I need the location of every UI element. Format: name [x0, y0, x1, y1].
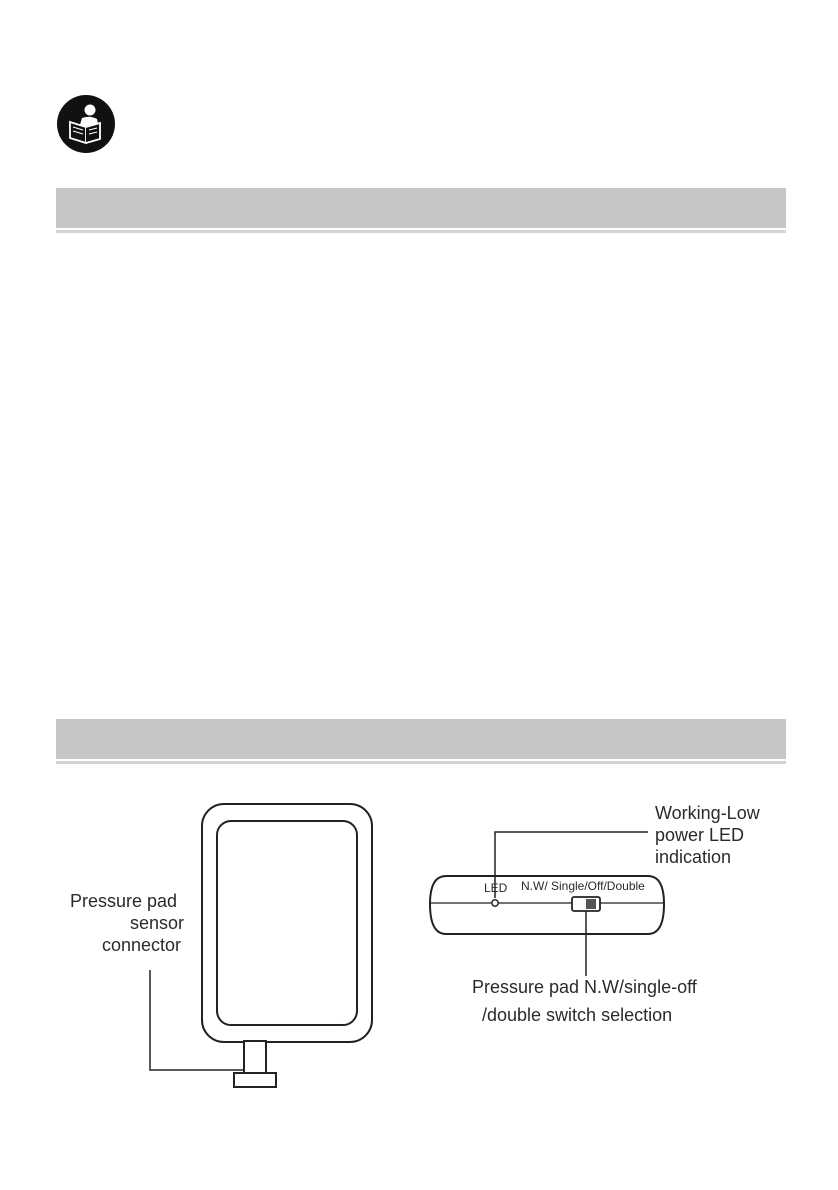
pad-label-line3: connector [102, 935, 182, 955]
control-unit-drawing [430, 832, 664, 976]
switch-positions-label: N.W/ Single/Off/Double [521, 879, 645, 893]
pressure-pad-drawing [150, 804, 372, 1087]
switch-callout-line2: /double switch selection [482, 1005, 673, 1025]
switch-callout-line1: Pressure pad N.W/single-off [472, 977, 697, 997]
section-header-bar [56, 719, 786, 761]
pad-label-line1: Pressure pad [70, 891, 178, 911]
section-header-bar [56, 188, 786, 230]
led-callout-line1: Working-Low [655, 803, 760, 823]
led-callout-line2: power LED [655, 825, 745, 845]
read-manual-icon [56, 94, 116, 154]
pad-label-line2: sensor [130, 913, 185, 933]
product-diagram [0, 770, 838, 1130]
led-callout-line3: indication [655, 847, 732, 867]
led-label: LED [484, 881, 508, 895]
led-indicator-icon [492, 900, 498, 906]
